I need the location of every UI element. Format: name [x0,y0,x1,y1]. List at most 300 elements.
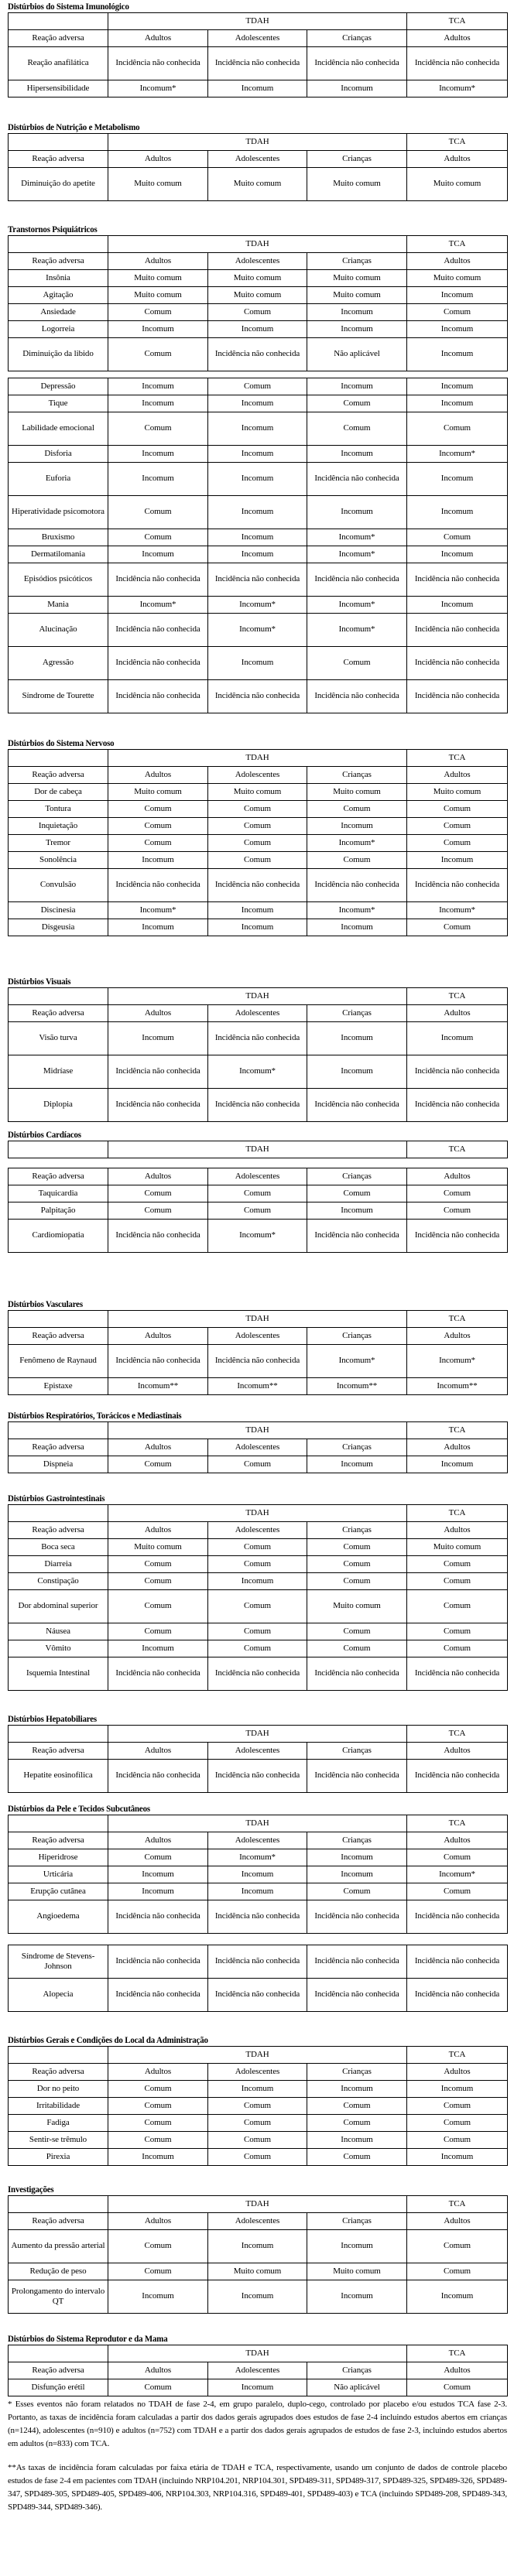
reaction-name-cell: Reação anafilática [9,47,108,80]
frequency-cell: Incomum* [307,1345,407,1378]
reaction-name-cell: Síndrome de Tourette [9,680,108,713]
table-row [9,835,508,852]
frequency-cell: Comum [208,835,307,852]
reaction-name-cell: Urticária [9,1866,108,1883]
column-header-row [9,767,508,784]
reaction-name-cell: Bruxismo [9,529,108,546]
frequency-cell: Comum [407,1640,508,1657]
frequency-cell: Comum [407,1849,508,1866]
reaction-name-cell: Hiperatividade psicomotora [9,496,108,529]
reaction-name-cell: Náusea [9,1623,108,1640]
section-title: Investigações [8,2185,54,2195]
frequency-cell: Incomum [108,1883,208,1900]
column-header-children: Crianças [307,30,407,47]
reaction-name-cell: Epistaxe [9,1378,108,1395]
frequency-cell: Comum [407,2379,508,2396]
frequency-cell: Incomum [307,1202,407,1220]
group-header-empty [9,1815,108,1832]
group-header-row [9,2047,508,2064]
table-row [9,546,508,563]
frequency-cell: Comum [208,2098,307,2115]
frequency-cell: Incomum [108,2280,208,2314]
frequency-cell: Comum [407,801,508,818]
column-header-adolescents: Adolescentes [208,2362,307,2379]
reaction-name-cell: Boca seca [9,1539,108,1556]
group-header-empty [9,1311,108,1328]
table-row [9,496,508,529]
reaction-name-cell: Discinesia [9,902,108,919]
table-row [9,563,508,597]
group-header-tca: TCA [407,750,508,767]
column-header-children: Crianças [307,253,407,270]
reaction-name-cell: Dor no peito [9,2081,108,2098]
table-row [9,1573,508,1590]
frequency-cell: Comum [407,2263,508,2280]
column-header-adolescents: Adolescentes [208,253,307,270]
frequency-cell: Comum [307,1640,407,1657]
frequency-cell: Comum [307,412,407,446]
frequency-cell: Incidência não conhecida [307,869,407,902]
adverse-reaction-section [8,1130,508,1253]
frequency-cell: Incomum [307,1866,407,1883]
frequency-cell: Incidência não conhecida [208,1022,307,1055]
table-row [9,2280,508,2314]
frequency-cell: Incomum* [307,835,407,852]
reaction-name-cell: Diminuição da libido [9,338,108,371]
reaction-name-cell: Fenômeno de Raynaud [9,1345,108,1378]
group-header-tca: TCA [407,134,508,151]
group-header-tdah: TDAH [108,1422,407,1439]
frequency-cell: Não aplicável [307,2379,407,2396]
table-row [9,902,508,919]
column-header-adults: Adultos [108,767,208,784]
frequency-cell: Comum [307,1556,407,1573]
frequency-cell: Incomum [208,496,307,529]
frequency-cell: Muito comum [208,784,307,801]
table-row [9,1345,508,1378]
frequency-cell: Incomum [208,446,307,463]
frequency-cell: Incomum** [407,1378,508,1395]
frequency-cell: Incidência não conhecida [307,1220,407,1253]
reaction-name-cell: Vômito [9,1640,108,1657]
adverse-reaction-section [8,1714,508,1793]
frequency-cell: Comum [307,852,407,869]
table-row [9,287,508,304]
column-header-row [9,1743,508,1760]
adverse-reaction-table [8,1815,508,1934]
column-header-children: Crianças [307,767,407,784]
table-row [9,1055,508,1089]
section-title: Distúrbios Hepatobiliares [8,1715,97,1724]
group-header-row [9,750,508,767]
frequency-cell: Incidência não conhecida [108,1979,208,2012]
frequency-cell: Incomum* [108,902,208,919]
group-header-tdah: TDAH [108,236,407,253]
frequency-cell: Incidência não conhecida [108,680,208,713]
reaction-name-cell: Hiperidrose [9,1849,108,1866]
column-header-children: Crianças [307,1168,407,1185]
frequency-cell: Comum [208,1202,307,1220]
frequency-cell: Muito comum [307,168,407,201]
frequency-cell: Incomum* [208,1849,307,1866]
frequency-cell: Incidência não conhecida [208,1345,307,1378]
table-row [9,2149,508,2166]
frequency-cell: Comum [307,1573,407,1590]
reaction-name-cell: Episódios psicóticos [9,563,108,597]
section-title: Distúrbios da Pele e Tecidos Subcutâneos [8,1805,150,1814]
frequency-cell: Comum [108,529,208,546]
frequency-cell: Comum [307,2098,407,2115]
frequency-cell: Incomum [108,395,208,412]
table-row [9,680,508,713]
table-row [9,614,508,647]
reaction-name-cell: Hepatite eosinofílica [9,1760,108,1793]
frequency-cell: Incidência não conhecida [307,1657,407,1691]
column-header-row [9,151,508,168]
adverse-reaction-section [8,1493,508,1691]
frequency-cell: Comum [307,801,407,818]
reaction-name-cell: Disgeusia [9,919,108,936]
frequency-cell: Comum [108,801,208,818]
group-header-row [9,1505,508,1522]
frequency-cell: Incomum [108,1022,208,1055]
frequency-cell: Incomum* [407,1866,508,1883]
frequency-cell: Incomum [108,2149,208,2166]
frequency-cell: Incomum* [208,597,307,614]
column-header-reaction: Reação adversa [9,1743,108,1760]
column-header-adults: Adultos [108,1522,208,1539]
column-header-tca-adults: Adultos [407,1439,508,1456]
frequency-cell: Incomum* [208,614,307,647]
group-header-tdah: TDAH [108,1815,407,1832]
frequency-cell: Incidência não conhecida [208,869,307,902]
frequency-cell: Incomum [307,446,407,463]
frequency-cell: Incomum [307,2132,407,2149]
column-header-children: Crianças [307,151,407,168]
column-header-adolescents: Adolescentes [208,1832,307,1849]
group-header-tdah: TDAH [108,988,407,1005]
reaction-name-cell: Midríase [9,1055,108,1089]
frequency-cell: Incomum [208,463,307,496]
table-row [9,2115,508,2132]
column-header-children: Crianças [307,1743,407,1760]
adverse-reaction-section [8,1411,508,1473]
reaction-name-cell: Angioedema [9,1900,108,1934]
frequency-cell: Incidência não conhecida [108,1760,208,1793]
frequency-cell: Muito comum [208,287,307,304]
column-header-children: Crianças [307,1522,407,1539]
frequency-cell: Incomum [407,852,508,869]
reaction-name-cell: Redução de peso [9,2263,108,2280]
table-row [9,2098,508,2115]
group-header-row [9,1815,508,1832]
table-row [9,378,508,395]
column-header-row [9,30,508,47]
frequency-cell: Incomum [307,304,407,321]
frequency-cell: Comum [407,1185,508,1202]
frequency-cell: Incomum [307,919,407,936]
frequency-cell: Muito comum [407,168,508,201]
frequency-cell: Incomum [208,395,307,412]
frequency-cell: Incomum [307,321,407,338]
frequency-cell: Incidência não conhecida [108,647,208,680]
frequency-cell: Incidência não conhecida [407,1089,508,1122]
column-header-tca-adults: Adultos [407,1522,508,1539]
frequency-cell: Muito comum [307,1590,407,1623]
frequency-cell: Incomum** [307,1378,407,1395]
frequency-cell: Comum [108,496,208,529]
frequency-cell: Incomum [407,597,508,614]
frequency-cell: Comum [407,835,508,852]
table-row [9,2230,508,2263]
frequency-cell: Comum [208,1623,307,1640]
frequency-cell: Incomum [108,1640,208,1657]
adverse-reaction-table [8,987,508,1122]
column-header-adolescents: Adolescentes [208,30,307,47]
group-header-row [9,1726,508,1743]
frequency-cell: Incomum* [307,614,407,647]
frequency-cell: Comum [108,1185,208,1202]
frequency-cell: Comum [407,1556,508,1573]
section-title: Distúrbios do Sistema Imunológico [8,2,129,12]
frequency-cell: Incomum** [108,1378,208,1395]
frequency-cell: Comum [208,1590,307,1623]
reaction-name-cell: Síndrome de Stevens-Johnson [9,1945,108,1979]
column-header-reaction: Reação adversa [9,253,108,270]
table-row [9,919,508,936]
adverse-reaction-section [8,2334,508,2396]
column-header-reaction: Reação adversa [9,2213,108,2230]
frequency-cell: Incidência não conhecida [208,1900,307,1934]
frequency-cell: Incomum [407,395,508,412]
column-header-tca-adults: Adultos [407,767,508,784]
group-header-row [9,1141,508,1158]
table-row [9,869,508,902]
frequency-cell: Incomum [307,496,407,529]
table-row [9,2132,508,2149]
group-header-tca: TCA [407,988,508,1005]
table-row [9,2379,508,2396]
frequency-cell: Comum [307,2149,407,2166]
frequency-cell: Incomum [208,902,307,919]
table-row [9,47,508,80]
section-title: Distúrbios Gastrointestinais [8,1494,105,1504]
section-title: Distúrbios Cardíacos [8,1131,81,1140]
table-row [9,304,508,321]
section-title: Distúrbios Gerais e Condições do Local da Administração [8,2036,208,2045]
frequency-cell: Muito comum [208,168,307,201]
adverse-reactions-document [0,2,508,2514]
adverse-reaction-table [8,1504,508,1691]
frequency-cell: Comum [108,338,208,371]
frequency-cell: Comum [108,2263,208,2280]
adverse-reaction-section [8,2184,508,2314]
frequency-cell: Incomum [407,496,508,529]
table-row [9,529,508,546]
table-row [9,168,508,201]
frequency-cell: Incomum [307,2280,407,2314]
group-header-tca: TCA [407,1505,508,1522]
reaction-name-cell: Dor abdominal superior [9,1590,108,1623]
group-header-tdah: TDAH [108,1311,407,1328]
adverse-reaction-section [8,1804,508,2012]
frequency-cell: Incomum* [407,80,508,97]
table-row [9,597,508,614]
column-header-row [9,2064,508,2081]
frequency-cell: Incomum [307,818,407,835]
frequency-cell: Incidência não conhecida [208,563,307,597]
frequency-cell: Incomum [307,1055,407,1089]
frequency-cell: Não aplicável [307,338,407,371]
reaction-name-cell: Diarreia [9,1556,108,1573]
frequency-cell: Comum [108,1623,208,1640]
frequency-cell: Incomum* [208,1220,307,1253]
reaction-name-cell: Labilidade emocional [9,412,108,446]
frequency-cell: Incomum [208,2230,307,2263]
frequency-cell: Incomum [108,852,208,869]
column-header-tca-adults: Adultos [407,2362,508,2379]
group-header-row [9,2196,508,2213]
group-header-tdah: TDAH [108,1141,407,1158]
reaction-name-cell: Fadiga [9,2115,108,2132]
table-row [9,1590,508,1623]
frequency-cell: Comum [108,1573,208,1590]
frequency-cell: Comum [407,1202,508,1220]
group-header-tdah: TDAH [108,13,407,30]
adverse-reaction-table [8,2046,508,2166]
column-header-reaction: Reação adversa [9,2064,108,2081]
column-header-tca-adults: Adultos [407,2213,508,2230]
column-header-reaction: Reação adversa [9,1832,108,1849]
reaction-name-cell: Visão turva [9,1022,108,1055]
frequency-cell: Incomum [208,321,307,338]
reaction-name-cell: Palpitação [9,1202,108,1220]
frequency-cell: Comum [108,2081,208,2098]
column-header-tca-adults: Adultos [407,253,508,270]
table-row [9,1456,508,1473]
frequency-cell: Incidência não conhecida [208,47,307,80]
reaction-name-cell: Euforia [9,463,108,496]
frequency-cell: Incidência não conhecida [307,463,407,496]
column-header-tca-adults: Adultos [407,1743,508,1760]
frequency-cell: Comum [108,835,208,852]
adverse-reaction-table [8,2345,508,2396]
column-header-children: Crianças [307,1439,407,1456]
reaction-name-cell: Alopecia [9,1979,108,2012]
table-row [9,412,508,446]
frequency-cell: Incomum [208,1573,307,1590]
frequency-cell: Comum [208,818,307,835]
group-header-tdah: TDAH [108,2047,407,2064]
frequency-cell: Incomum [407,338,508,371]
group-header-row [9,1311,508,1328]
adverse-reaction-section [8,738,508,936]
frequency-cell: Comum [407,1573,508,1590]
group-header-empty [9,134,108,151]
frequency-cell: Incomum [407,321,508,338]
frequency-cell: Incomum [208,1866,307,1883]
group-header-tca: TCA [407,236,508,253]
frequency-cell: Muito comum [407,1539,508,1556]
column-header-row [9,1439,508,1456]
column-header-adolescents: Adolescentes [208,1743,307,1760]
frequency-cell: Incomum [108,546,208,563]
frequency-cell: Incomum [208,647,307,680]
frequency-cell: Incidência não conhecida [208,680,307,713]
reaction-name-cell: Aumento da pressão arterial [9,2230,108,2263]
section-title: Distúrbios Visuais [8,977,71,987]
reaction-name-cell: Alucinação [9,614,108,647]
frequency-cell: Incidência não conhecida [208,1945,307,1979]
reaction-name-cell: Diplopia [9,1089,108,1122]
group-header-tdah: TDAH [108,134,407,151]
frequency-cell: Incidência não conhecida [108,1055,208,1089]
group-header-empty [9,1726,108,1743]
frequency-cell: Incomum [307,1022,407,1055]
frequency-cell: Incomum [208,919,307,936]
group-header-empty [9,1141,108,1158]
frequency-cell: Comum [307,2115,407,2132]
frequency-cell: Comum [307,647,407,680]
group-header-tca: TCA [407,2196,508,2213]
frequency-cell: Incidência não conhecida [407,1900,508,1934]
frequency-cell: Incidência não conhecida [208,1089,307,1122]
column-header-adolescents: Adolescentes [208,1168,307,1185]
group-header-row [9,134,508,151]
column-header-adults: Adultos [108,1439,208,1456]
column-header-row [9,1832,508,1849]
reaction-name-cell: Taquicardia [9,1185,108,1202]
section-title: Distúrbios do Sistema Reprodutor e da Mama [8,2335,168,2344]
table-row [9,80,508,97]
group-header-empty [9,750,108,767]
column-header-reaction: Reação adversa [9,1439,108,1456]
reaction-name-cell: Cardiomiopatia [9,1220,108,1253]
frequency-cell: Incomum [208,2081,307,2098]
frequency-cell: Comum [307,1883,407,1900]
adverse-reaction-table-continuation [8,378,508,713]
table-row [9,395,508,412]
column-header-reaction: Reação adversa [9,151,108,168]
column-header-adults: Adultos [108,2213,208,2230]
reaction-name-cell: Depressão [9,378,108,395]
frequency-cell: Incomum [307,1849,407,1866]
frequency-cell: Comum [108,1849,208,1866]
reaction-name-cell: Mania [9,597,108,614]
frequency-cell: Incidência não conhecida [407,1760,508,1793]
footnote-single-asterisk: * Esses eventos não foram relatados no TDAH de fase 2-4, em grupo paralelo, duplo-cego, controlado por placebo e/ou estudos TCA fase 2-3. Portanto, as taxas de incidência foram calculadas a partir dos dados gerais agrupados does estudos de fase 2-4 incluindo estudos abertos em crianças (n=1244), adolescentes (n=910) e adultos (n=752) com TDAH e a partir dos dados gerais agrupados de estudos de fase 2-3, incluindo estudos abertos em adultos (n=833) com TCA. [8,2400,507,2448]
table-row [9,1539,508,1556]
frequency-cell: Comum [208,1185,307,1202]
column-header-adults: Adultos [108,1005,208,1022]
table-row [9,1900,508,1934]
frequency-cell: Incidência não conhecida [307,1089,407,1122]
adverse-reaction-section [8,977,508,1122]
frequency-cell: Muito comum [307,2263,407,2280]
table-row [9,270,508,287]
frequency-cell: Incidência não conhecida [108,869,208,902]
frequency-cell: Muito comum [108,270,208,287]
table-row [9,1866,508,1883]
table-row [9,1089,508,1122]
frequency-cell: Comum [307,395,407,412]
frequency-cell: Incidência não conhecida [407,1979,508,2012]
adverse-reaction-table [8,235,508,371]
frequency-cell: Muito comum [208,270,307,287]
reaction-name-cell: Convulsão [9,869,108,902]
section-title: Transtornos Psiquiátricos [8,225,98,234]
group-header-tdah: TDAH [108,2345,407,2362]
